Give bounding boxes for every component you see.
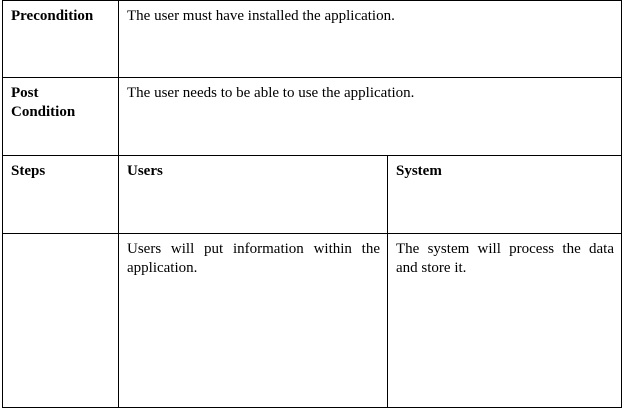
precondition-row (3, 1, 622, 78)
step-row (3, 234, 622, 408)
users-header: Users (119, 156, 388, 234)
post-condition-label-line1: Post (11, 85, 39, 101)
post-condition-text: The user needs to be able to use the application. (119, 78, 622, 156)
use-case-table (2, 0, 622, 408)
post-condition-label (3, 78, 119, 156)
steps-header-row (3, 156, 622, 234)
step-number-cell (3, 234, 119, 408)
system-step-text: The system will process the data and store it. (388, 234, 622, 408)
post-condition-label-line2: Condition (11, 104, 76, 120)
steps-label: Steps (3, 156, 119, 234)
precondition-label: Precondition (3, 1, 119, 78)
post-condition-row (3, 78, 622, 156)
system-header: System (388, 156, 622, 234)
precondition-text: The user must have installed the application. (119, 1, 622, 78)
users-step-text: Users will put information within the application. (119, 234, 388, 408)
